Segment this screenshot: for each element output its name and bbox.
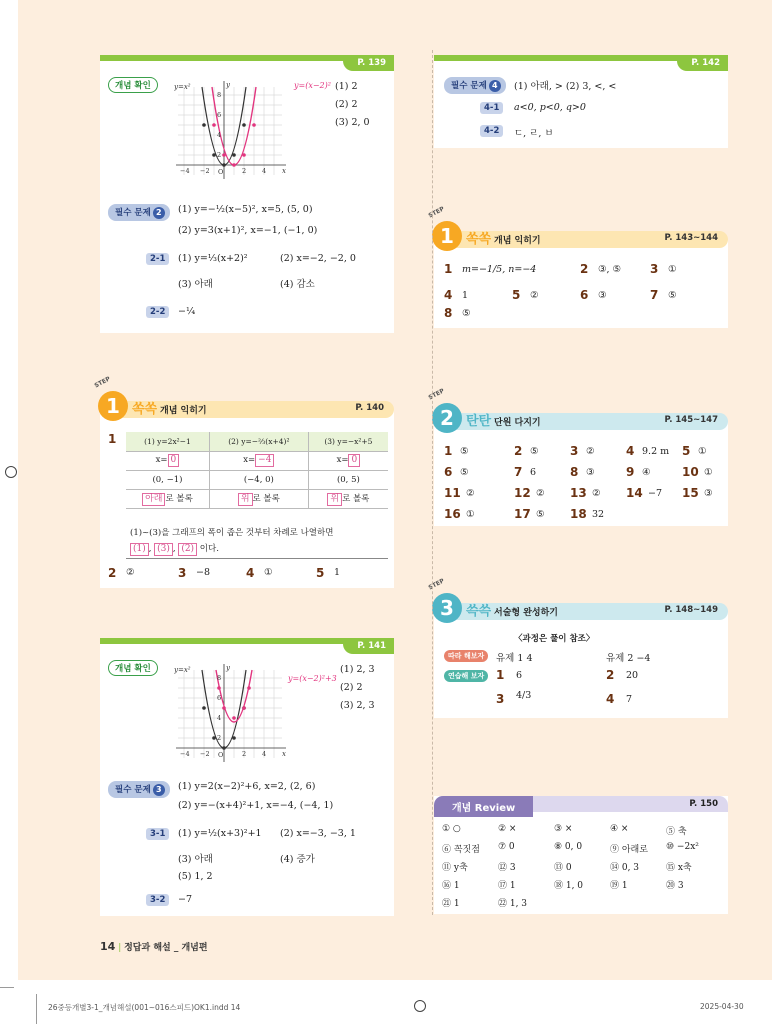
- answer-value: ①: [704, 467, 713, 478]
- page-number: 14: [100, 940, 116, 953]
- panel-p140: [93, 375, 394, 588]
- answer-value: −7: [648, 488, 663, 499]
- page-ref: P. 140: [355, 403, 384, 413]
- answer-line: a<0, p<0, q>0: [514, 102, 586, 113]
- answer-line: −7: [178, 894, 193, 905]
- question-number: 1: [444, 262, 453, 276]
- question-number: 16: [444, 507, 461, 521]
- answer-line: (2) x=−2, −2, 0: [280, 253, 356, 264]
- answer-line: (2) 2: [340, 682, 363, 693]
- parabola-graph: [174, 662, 294, 768]
- page-ref: P. 148~149: [664, 605, 718, 615]
- page-ref: P. 143~144: [664, 233, 718, 243]
- svg-text:2: 2: [242, 750, 247, 758]
- review-item: ⑲ 1: [610, 881, 628, 891]
- question-number: 4: [444, 288, 453, 302]
- svg-text:2: 2: [217, 734, 222, 742]
- answer-box: 위: [238, 493, 253, 506]
- table-cell: [308, 451, 388, 470]
- question-number: 12: [514, 486, 531, 500]
- print-date: 2025-04-30: [700, 1002, 744, 1011]
- answer-value: ①: [698, 446, 707, 457]
- answer-value: ⑤: [462, 308, 471, 319]
- svg-text:y: y: [226, 664, 230, 672]
- concept-check-tag: 개념 확인: [108, 77, 158, 93]
- review-item: ⑯ 1: [442, 881, 460, 891]
- step-title-big: 탄탄: [466, 414, 492, 429]
- step-number: 1: [432, 221, 462, 251]
- page-ref: P. 145~147: [664, 415, 718, 425]
- answer-value: 4/3: [516, 690, 532, 701]
- cell-text: x=: [336, 455, 349, 465]
- table-header: (3) y=−x²+5: [308, 432, 388, 451]
- step-label: STEP: [427, 205, 446, 220]
- review-item: ⑫ 3: [498, 863, 516, 873]
- answer-value: ③: [598, 290, 607, 301]
- review-item: ⑦ 0: [498, 842, 515, 852]
- answer-line: (1) y=−½(x−5)², x=5, (5, 0): [178, 204, 313, 215]
- svg-text:−4: −4: [180, 750, 190, 758]
- answer-page: [18, 0, 772, 980]
- sub-problem-tag: 3-2: [146, 894, 169, 906]
- svg-text:x: x: [282, 750, 286, 758]
- question-number: 8: [570, 465, 579, 479]
- sub-problem-tag: 2-1: [146, 253, 169, 265]
- sub-problem-tag: 4-1: [480, 102, 503, 114]
- cell-text: 로 볼록: [165, 493, 193, 504]
- answer-line: (2) y=3(x+1)², x=−1, (−1, 0): [178, 225, 318, 236]
- svg-text:−2: −2: [200, 750, 210, 758]
- note-order: (1) , (3) , (2) 이다.: [130, 542, 219, 556]
- review-item: ⑱ 1, 0: [554, 881, 584, 891]
- review-item: ㉒ 1, 3: [498, 899, 528, 909]
- answer-value: ②: [536, 488, 545, 499]
- review-item: ④ ×: [610, 824, 629, 834]
- graph-label-right: y=(x−2)²+3: [288, 674, 337, 683]
- question-number: 14: [626, 486, 643, 500]
- svg-text:y=x²: y=x²: [174, 666, 191, 674]
- table-cell: [209, 451, 308, 470]
- svg-text:6: 6: [217, 111, 222, 119]
- answer-line: (1) 2, 3: [340, 664, 375, 675]
- graph-label-right: y=(x−2)²: [294, 81, 331, 90]
- question-number: 6: [444, 465, 453, 479]
- question-number: 5: [512, 288, 521, 302]
- answer-box: 0: [348, 454, 360, 467]
- required-problem-tag: [108, 204, 170, 221]
- answer-value: m=−1/5, n=−4: [462, 264, 537, 275]
- required-number: 4: [489, 80, 501, 92]
- panel-review: [434, 796, 728, 914]
- question-number: 3: [570, 444, 579, 458]
- question-number: 1: [108, 432, 117, 446]
- registration-mark: [414, 1000, 426, 1012]
- question-number: 18: [570, 507, 587, 521]
- follow-along-pill: 따라 해보자: [444, 650, 488, 662]
- question-number: 2: [108, 566, 117, 580]
- table-header: (2) y=−⅔(x+4)²: [209, 432, 308, 451]
- answer-line: −¼: [178, 306, 196, 317]
- parabola-graph: [174, 79, 294, 185]
- page-ref: P. 141: [343, 638, 394, 654]
- file-name: 26중등개별3-1_개념해설(001~016스피드)OK1.indd 14: [48, 1003, 241, 1012]
- review-tab: 개념 Review: [434, 796, 533, 817]
- table-cell: [126, 489, 209, 508]
- svg-text:4: 4: [217, 714, 222, 722]
- answer-value: ②: [586, 446, 595, 457]
- question-number: 2: [514, 444, 523, 458]
- answer-line: ㄷ, ㄹ, ㅂ: [514, 128, 554, 139]
- review-item: ⑨ 아래로: [610, 845, 648, 855]
- svg-text:y=x²: y=x²: [174, 83, 191, 91]
- question-number: 4: [606, 692, 615, 706]
- panel-step1: [427, 205, 728, 328]
- table-cell: [126, 451, 209, 470]
- answer-value: 1: [334, 567, 341, 578]
- table-header: (1) y=2x²−1: [126, 432, 209, 451]
- example-answer: 유제 1 4: [496, 653, 533, 664]
- answer-value: ①: [668, 264, 677, 275]
- required-label: 필수 문제: [451, 81, 487, 91]
- table-cell: (0, −1): [126, 470, 209, 489]
- step-title: 개념 익히기: [160, 406, 207, 416]
- question-number: 2: [606, 668, 615, 682]
- review-item: ⑬ 0: [554, 863, 572, 873]
- step-title: 서술형 완성하기: [494, 608, 558, 618]
- answer-value: ②: [126, 567, 135, 578]
- crop-mark: [0, 987, 14, 988]
- panel-step2: [427, 387, 728, 526]
- answer-box: 위: [327, 493, 342, 506]
- answer-value: 9.2 m: [642, 446, 670, 457]
- step-title-big: 쓱쓱: [466, 604, 492, 619]
- review-item: ⑳ 3: [666, 881, 684, 891]
- step-banner: [427, 387, 728, 432]
- question-number: 3: [496, 692, 505, 706]
- svg-text:6: 6: [217, 694, 222, 702]
- answer-value: ②: [466, 488, 475, 499]
- footer-title: 정답과 해설 _ 개념편: [124, 943, 208, 953]
- answer-value: ⑤: [536, 509, 545, 520]
- page-footer: [100, 940, 208, 953]
- practice-pill: 연습해 보자: [444, 670, 488, 682]
- answer-line: (3) 2, 3: [340, 700, 375, 711]
- step-banner: [427, 577, 728, 622]
- table-cell: (0, 5): [308, 470, 388, 489]
- question-number: 13: [570, 486, 587, 500]
- question-number: 5: [316, 566, 325, 580]
- svg-text:x: x: [282, 167, 286, 175]
- table-cell: (−4, 0): [209, 470, 308, 489]
- required-number: 2: [153, 207, 165, 219]
- cell-text: 로 볼록: [342, 493, 370, 504]
- review-item: ⑧ 0, 0: [554, 842, 583, 852]
- note-text: (1)~(3)을 그래프의 폭이 좁은 것부터 차례로 나열하면: [130, 528, 334, 538]
- answer-value: 32: [592, 509, 605, 520]
- svg-text:8: 8: [217, 674, 222, 682]
- svg-text:4: 4: [262, 750, 267, 758]
- question-number: 7: [650, 288, 659, 302]
- step-title-big: 쏙쏙: [132, 402, 158, 417]
- review-item: ⑤ 축: [666, 827, 687, 837]
- example-answer: 유제 2 −4: [606, 653, 651, 664]
- question-number: 17: [514, 507, 531, 521]
- answer-value: ③, ⑤: [598, 264, 622, 275]
- answer-box: 0: [168, 454, 180, 467]
- review-item: ② ×: [498, 824, 517, 834]
- answer-line: (1) 아래, > (2) 3, <, <: [514, 81, 617, 92]
- answer-line: (3) 아래: [178, 279, 213, 290]
- review-item: ⑮ x축: [666, 863, 692, 873]
- answer-value: ②: [592, 488, 601, 499]
- answer-line: (1) y=⅓(x+2)²: [178, 253, 248, 264]
- step-title: 개념 익히기: [494, 236, 541, 246]
- review-item: ① ○: [442, 824, 461, 834]
- question-number: 1: [496, 668, 505, 682]
- svg-text:4: 4: [262, 167, 267, 175]
- svg-text:−2: −2: [200, 167, 210, 175]
- page-ref: P. 142: [677, 55, 728, 71]
- crop-mark: [36, 994, 37, 1024]
- required-label: 필수 문제: [115, 785, 151, 795]
- answer-value: ⑤: [668, 290, 677, 301]
- concept-check-tag: 개념 확인: [108, 660, 158, 676]
- cell-text: x=: [243, 455, 256, 465]
- answer-box: 아래: [142, 493, 165, 506]
- svg-text:y: y: [226, 81, 230, 89]
- step-banner: [93, 375, 394, 420]
- answer-box: (1): [130, 543, 149, 556]
- footer-separator: |: [118, 943, 122, 953]
- review-item: ⑪ y축: [442, 863, 468, 873]
- answer-value: ④: [642, 467, 651, 478]
- answer-line: (2) y=−(x+4)²+1, x=−4, (−4, 1): [178, 800, 334, 811]
- sub-problem-tag: 2-2: [146, 306, 169, 318]
- page-ref: P. 139: [343, 55, 394, 71]
- question-number: 2: [580, 262, 589, 276]
- review-item: ⑰ 1: [498, 881, 516, 891]
- step-title-big: 쏙쏙: [466, 232, 492, 247]
- process-note: 〈과정은 풀이 참조〉: [514, 634, 595, 644]
- answer-value: 6: [530, 467, 537, 478]
- question-number: 4: [626, 444, 635, 458]
- step-number: 1: [98, 391, 128, 421]
- review-item: ⑥ 꼭짓점: [442, 845, 480, 855]
- panel-p139: [100, 55, 394, 333]
- answer-value: 1: [462, 290, 469, 301]
- question-number: 3: [650, 262, 659, 276]
- question-number: 7: [514, 465, 523, 479]
- svg-text:−4: −4: [180, 167, 190, 175]
- answer-value: 6: [516, 670, 523, 681]
- answer-box: (2): [178, 543, 197, 556]
- required-label: 필수 문제: [115, 208, 151, 218]
- registration-mark: [5, 466, 17, 478]
- svg-text:4: 4: [217, 131, 222, 139]
- question-number: 3: [178, 566, 187, 580]
- answer-value: ①: [466, 509, 475, 520]
- panel-p142: [434, 55, 728, 148]
- answer-line: (4) 감소: [280, 279, 315, 290]
- step-label: STEP: [427, 387, 446, 402]
- answer-value: ③: [704, 488, 713, 499]
- answer-value: ⑤: [460, 446, 469, 457]
- review-item: ㉑ 1: [442, 899, 460, 909]
- answer-value: ⑤: [460, 467, 469, 478]
- answer-value: ⑤: [530, 446, 539, 457]
- note-end: 이다.: [199, 544, 219, 554]
- answer-line: (1) y=2(x−2)²+6, x=2, (2, 6): [178, 781, 316, 792]
- step-title: 단원 다지기: [494, 418, 541, 428]
- required-problem-tag: [108, 781, 170, 798]
- table-cell: [308, 489, 388, 508]
- answer-line: (3) 아래: [178, 854, 213, 865]
- step-label: STEP: [93, 375, 112, 390]
- question-number: 4: [246, 566, 255, 580]
- step-banner: [427, 205, 728, 250]
- answer-box: (3): [154, 543, 173, 556]
- answer-line: (3) 2, 0: [335, 117, 370, 128]
- step-number: 3: [432, 593, 462, 623]
- question-number: 8: [444, 306, 453, 320]
- required-problem-tag: [444, 77, 506, 94]
- question-number: 11: [444, 486, 461, 500]
- sub-problem-tag: 4-2: [480, 125, 503, 137]
- answer-line: (5) 1, 2: [178, 871, 213, 882]
- svg-text:O: O: [218, 168, 224, 176]
- question-number: 10: [682, 465, 699, 479]
- step-number: 2: [432, 403, 462, 433]
- required-number: 3: [153, 784, 165, 796]
- answer-line: (4) 증가: [280, 854, 315, 865]
- cell-text: 로 볼록: [252, 493, 280, 504]
- panel-p141: [100, 638, 394, 916]
- svg-text:O: O: [218, 751, 224, 759]
- svg-text:2: 2: [217, 151, 222, 159]
- question-number: 6: [580, 288, 589, 302]
- divider: [126, 558, 388, 559]
- cell-text: x=: [155, 455, 168, 465]
- answer-value: ③: [586, 467, 595, 478]
- page-ref: P. 150: [689, 799, 718, 809]
- review-item: ③ ×: [554, 824, 573, 834]
- answer-line: (1) y=½(x+3)²+1: [178, 828, 262, 839]
- svg-text:2: 2: [242, 167, 247, 175]
- question-number: 1: [444, 444, 453, 458]
- table-cell: [209, 489, 308, 508]
- review-item: ⑭ 0, 3: [610, 863, 640, 873]
- sub-problem-tag: 3-1: [146, 828, 169, 840]
- panel-step3: [427, 577, 728, 718]
- step-label: STEP: [427, 577, 446, 592]
- question-number: 5: [682, 444, 691, 458]
- answer-line: (2) x=−3, −3, 1: [280, 828, 356, 839]
- answer-value: 7: [626, 694, 633, 705]
- answer-value: ①: [264, 567, 273, 578]
- question-number: 15: [682, 486, 699, 500]
- question-number: 9: [626, 465, 635, 479]
- answer-table: [126, 432, 388, 509]
- answer-line: (2) 2: [335, 99, 358, 110]
- svg-text:8: 8: [217, 91, 222, 99]
- answer-line: (1) 2: [335, 81, 358, 92]
- review-item: ⑩ −2x²: [666, 842, 699, 852]
- column-divider: [432, 50, 433, 915]
- answer-box: −4: [255, 454, 274, 467]
- answer-value: 20: [626, 670, 639, 681]
- answer-value: ②: [530, 290, 539, 301]
- answer-value: −8: [196, 567, 211, 578]
